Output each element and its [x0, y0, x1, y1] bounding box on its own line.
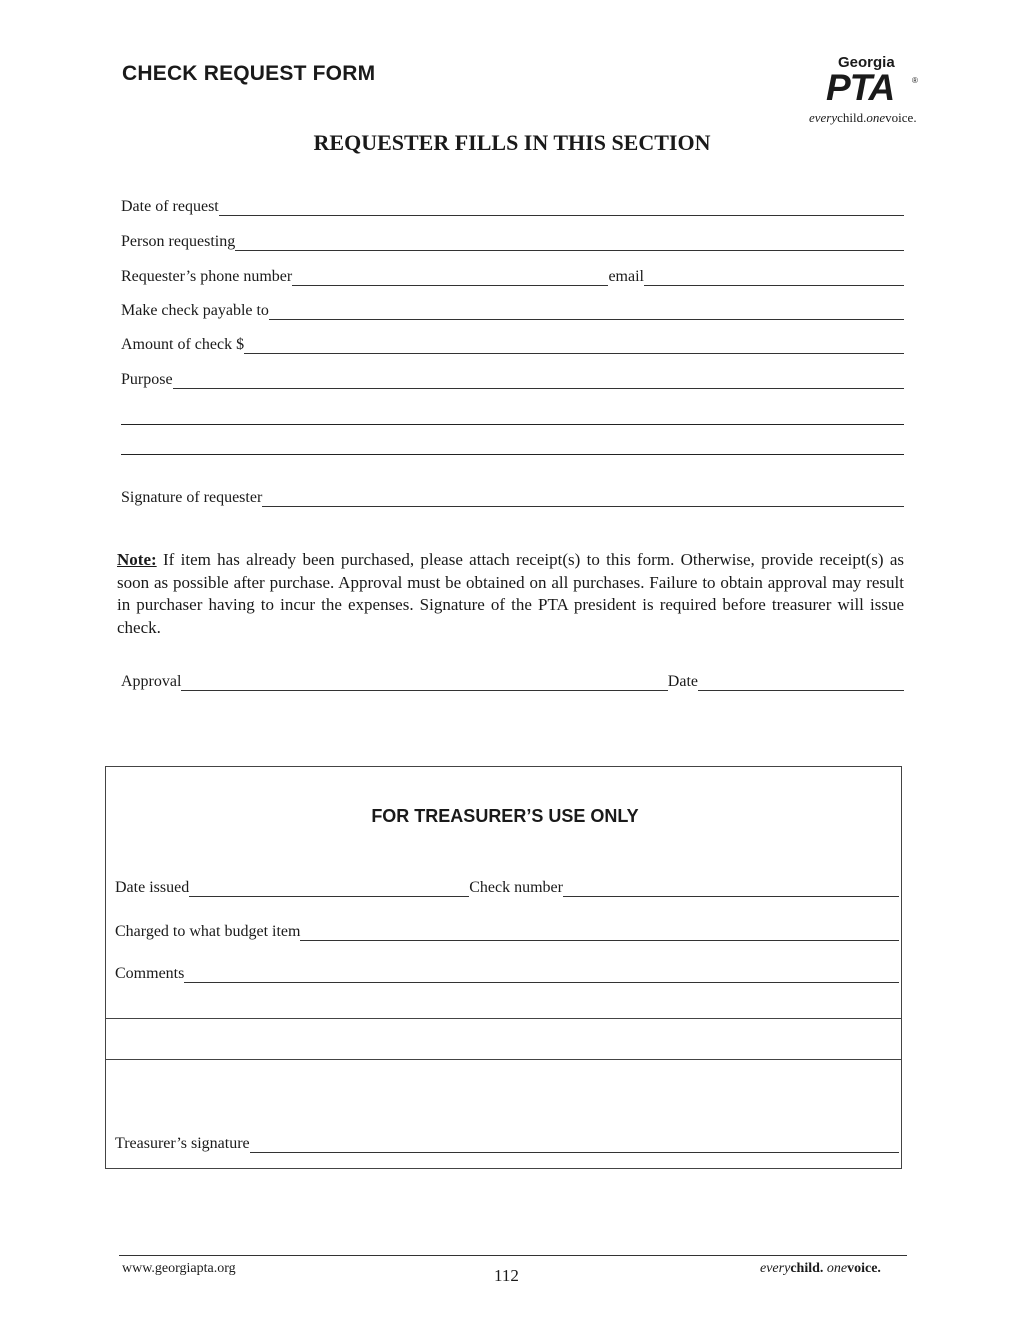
footer-tagline: [760, 1261, 881, 1277]
logo-registered-mark: ®: [912, 76, 918, 85]
footer-tag-every: every: [760, 1261, 791, 1276]
treasurer-signature-label: Treasurer’s signature: [115, 1135, 250, 1152]
phone-label: Requester’s phone number: [121, 268, 293, 285]
date-of-request-field[interactable]: [121, 197, 904, 216]
email-line[interactable]: [644, 270, 904, 286]
treasurer-signature-line[interactable]: [250, 1137, 899, 1153]
phone-line[interactable]: [292, 270, 608, 286]
purpose-label: Purpose: [121, 371, 173, 388]
approval-label: Approval: [121, 673, 182, 690]
date-issued-line[interactable]: [189, 881, 469, 897]
payable-to-field[interactable]: [121, 301, 904, 320]
date-issued-check-number-field[interactable]: [115, 878, 899, 897]
purpose-line[interactable]: [173, 373, 904, 389]
logo-tagline-one: one: [866, 110, 886, 125]
georgia-pta-logo: [806, 54, 946, 130]
treasurer-signature-field[interactable]: [115, 1134, 899, 1153]
budget-item-field[interactable]: [115, 922, 899, 941]
payable-to-label: Make check payable to: [121, 302, 269, 319]
logo-tagline-child: child.: [837, 110, 867, 125]
treasurer-divider-1: [106, 1018, 901, 1019]
footer-rule: [119, 1255, 907, 1256]
budget-item-line[interactable]: [300, 925, 899, 941]
footer-tag-one: one: [826, 1261, 848, 1276]
note-paragraph: [117, 549, 904, 639]
logo-tagline-voice: voice.: [885, 110, 917, 125]
person-requesting-field[interactable]: [121, 232, 904, 251]
approval-field[interactable]: [121, 672, 904, 691]
date-issued-label: Date issued: [115, 879, 190, 896]
purpose-extra-line-2[interactable]: [121, 454, 904, 455]
check-number-line[interactable]: [563, 881, 899, 897]
comments-field[interactable]: [115, 964, 899, 983]
purpose-extra-line-1[interactable]: [121, 424, 904, 425]
form-title: CHECK REQUEST FORM: [122, 62, 376, 85]
person-requesting-label: Person requesting: [121, 233, 236, 250]
logo-state: Georgia: [838, 54, 895, 71]
amount-line[interactable]: [244, 338, 904, 354]
amount-label: Amount of check $: [121, 336, 245, 353]
approval-date-label: Date: [667, 673, 698, 690]
person-requesting-line[interactable]: [235, 235, 904, 251]
footer-tag-voice: voice.: [847, 1261, 881, 1276]
requester-signature-field[interactable]: [121, 488, 904, 507]
footer-tag-child: child.: [790, 1261, 824, 1276]
logo-tagline-every: every: [809, 110, 838, 125]
approval-line[interactable]: [181, 675, 667, 691]
requester-signature-line[interactable]: [262, 491, 904, 507]
check-number-label: Check number: [469, 879, 563, 896]
approval-date-line[interactable]: [698, 675, 904, 691]
section-title: REQUESTER FILLS IN THIS SECTION: [313, 130, 711, 155]
date-of-request-line[interactable]: [219, 200, 904, 216]
requester-signature-label: Signature of requester: [121, 489, 263, 506]
note-label: Note:: [117, 550, 157, 569]
email-label: email: [608, 268, 644, 285]
page-number: 112: [494, 1266, 519, 1285]
date-of-request-label: Date of request: [121, 198, 219, 215]
comments-label: Comments: [115, 965, 185, 982]
treasurer-divider-2: [106, 1059, 901, 1060]
treasurer-title: FOR TREASURER’S USE ONLY: [371, 806, 639, 826]
phone-email-field[interactable]: [121, 267, 904, 286]
note-text: If item has already been purchased, please attach receipt(s) to this form. Otherwise, provide receipt(s) as soon as possible after purchase. Approval must be obtained on all purchases. Failure to obtain approval may result in purchaser having to incur the expenses. Signature of the PTA president is required before treasurer will issue check.: [117, 550, 904, 637]
budget-item-label: Charged to what budget item: [115, 923, 301, 940]
amount-field[interactable]: [121, 335, 904, 354]
logo-tagline: [809, 110, 917, 126]
purpose-field[interactable]: [121, 370, 904, 389]
payable-to-line[interactable]: [269, 304, 904, 320]
footer-url: www.georgiapta.org: [122, 1261, 236, 1276]
logo-pta: PTA: [826, 67, 895, 108]
comments-line[interactable]: [184, 967, 899, 983]
